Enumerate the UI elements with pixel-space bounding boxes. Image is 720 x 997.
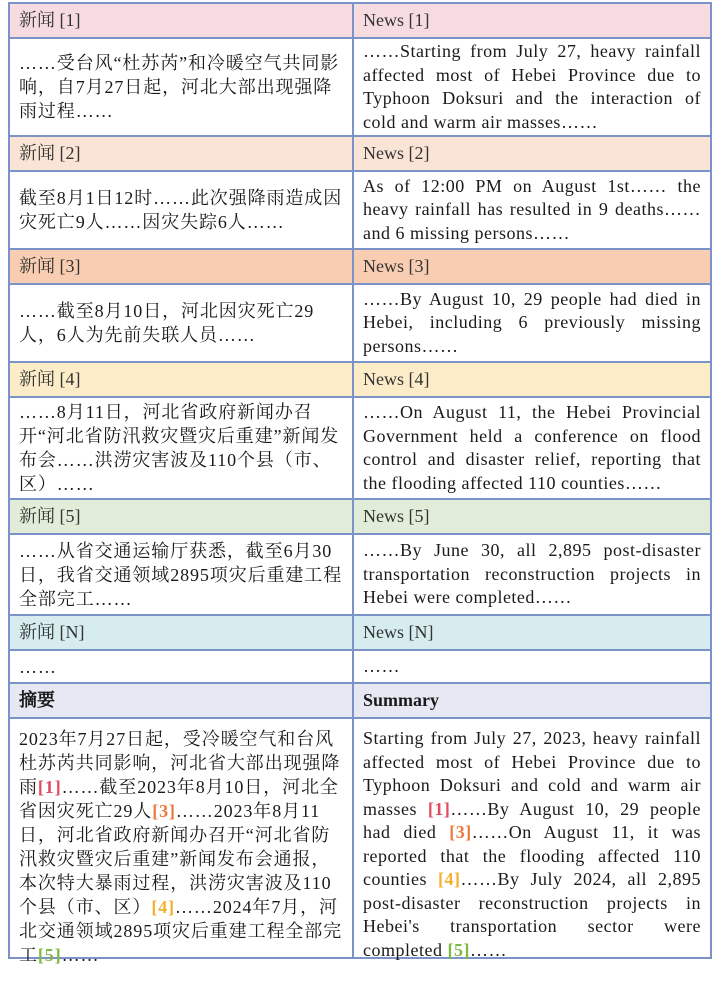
citation-1: [1] <box>427 798 451 819</box>
summary-zh-header: 摘要 <box>10 684 354 717</box>
news-n-zh-header: 新闻 [N] <box>10 616 354 649</box>
news-1-zh-text-content: ……受台风“杜苏芮”和冷暖空气共同影响，自7月27日起，河北大部出现强降雨过程…… <box>19 53 340 121</box>
news-3-en-text-content: ……By August 10, 29 people had died in Hebei, including 6 previously missing persons…… <box>363 288 701 356</box>
news-2-header-row <box>10 137 710 172</box>
summary-en-part: ……On August 11, it was reported that the flooding affected 110 counties <box>363 822 702 889</box>
news-n-en-text <box>354 651 710 682</box>
news-5-zh-text <box>10 535 354 614</box>
citation-3: [3] <box>449 822 472 842</box>
summary-zh-part: ……2024年7月，河北交通领域2895项灾后重建工程全部完工 <box>19 897 343 965</box>
summary-zh-part: ……2023年8月11日，河北省政府新闻办召开“河北省防汛救灾暨灾后重建”新闻发布会通报，本次特大暴雨过程，洪涝灾害波及110个县（市、区） <box>19 801 332 917</box>
summary-zh-part: 2023年7月27日起，受冷暖空气和台风杜苏芮共同影响，河北省大部出现强降雨 <box>19 729 341 797</box>
news-n-body-row <box>10 651 710 684</box>
summary-body-row <box>10 719 710 965</box>
news-5-en-text <box>354 535 710 614</box>
summary-en-text <box>354 719 710 960</box>
news-4-en-header: News [4] <box>363 369 430 389</box>
news-3-en-header: News [3] <box>363 256 430 276</box>
news-1-en-header: News [1] <box>363 10 430 30</box>
citation-1: [1] <box>37 777 62 797</box>
news-4-zh-header: 新闻 [4] <box>10 363 354 396</box>
citation-3: [3] <box>152 801 176 821</box>
news-n-zh-text <box>10 651 354 682</box>
news-n-zh-text-content: …… <box>19 656 57 677</box>
news-1-body-row <box>10 39 710 137</box>
news-3-en-text <box>354 285 710 361</box>
news-n-header-row <box>10 616 710 651</box>
news-1-en-text-content: ……Starting from July 27, heavy rainfall affected most of Hebei Province due to Typhoon Doksuri and the interaction of cold and warm air masses…… <box>363 41 701 132</box>
news-3-zh-text <box>10 285 354 361</box>
summary-zh-part: …… <box>61 945 100 965</box>
citation-5: [5] <box>447 939 470 960</box>
news-n-en-text-content: …… <box>363 655 400 676</box>
news-4-zh-text-content: ……8月11日，河北省政府新闻办召开“河北省防汛救灾暨灾后重建”新闻发布会……洪涝灾害波及110个县（市、区）…… <box>19 402 340 494</box>
news-3-body-row <box>10 285 710 363</box>
news-1-en-text <box>354 39 710 135</box>
news-1-header-row <box>10 4 710 39</box>
news-1-zh-text <box>10 39 354 135</box>
news-5-body-row <box>10 535 710 616</box>
news-summary-table <box>8 2 712 965</box>
summary-en-header: Summary <box>363 690 439 710</box>
summary-en-part: Starting from July 27, 2023, heavy rainfall affected most of Hebei Province due to Typhoon Doksuri and cold and warm air masses <box>363 728 701 819</box>
news-5-en-header: News [5] <box>363 506 430 526</box>
news-4-en-text <box>354 398 710 498</box>
news-2-body-row <box>10 172 710 250</box>
news-4-body-row <box>10 398 710 500</box>
summary-en-part: …… <box>469 939 507 960</box>
news-n-en-header: News [N] <box>363 622 434 642</box>
news-4-zh-text <box>10 398 354 498</box>
news-5-en-text-content: ……By June 30, all 2,895 post-disaster transportation reconstruction projects in Hebei were completed…… <box>363 540 701 608</box>
news-4-header-row <box>10 363 710 398</box>
citation-4: [4] <box>437 869 461 889</box>
news-3-zh-text-content: ……截至8月10日，河北因灾死亡29人，6人为先前失联人员…… <box>19 301 315 345</box>
summary-en-part: ……By July 2024, all 2,895 post-disaster reconstruction projects in Hebei's transportation sector were completed <box>363 869 701 960</box>
citation-5: [5] <box>37 945 62 965</box>
news-5-header-row <box>10 500 710 535</box>
news-5-zh-header: 新闻 [5] <box>10 500 354 533</box>
summary-zh-part: ……截至2023年8月10日，河北全省因灾死亡29人 <box>19 777 339 821</box>
news-4-en-text-content: ……On August 11, the Hebei Provincial Government held a conference on flood control and disaster relief, reporting that the flooding affected 110 counties…… <box>363 402 701 493</box>
news-2-en-text <box>354 172 710 248</box>
news-2-zh-text <box>10 172 354 248</box>
news-1-zh-header: 新闻 [1] <box>10 4 354 37</box>
citation-4: [4] <box>151 897 176 917</box>
news-3-header-row <box>10 250 710 285</box>
summary-en-part: ……By August 10, 29 people had died <box>363 798 702 842</box>
news-2-en-text-content: As of 12:00 PM on August 1st…… the heavy rainfall has resulted in 9 deaths…… and 6 missing persons…… <box>363 175 701 243</box>
news-2-zh-text-content: 截至8月1日12时……此次强降雨造成因灾死亡9人……因灾失踪6人…… <box>19 188 343 232</box>
news-2-en-header: News [2] <box>363 143 430 163</box>
summary-header-row <box>10 684 710 719</box>
news-3-zh-header: 新闻 [3] <box>10 250 354 283</box>
news-2-zh-header: 新闻 [2] <box>10 137 354 170</box>
summary-zh-text <box>10 719 354 965</box>
news-5-zh-text-content: ……从省交通运输厅获悉，截至6月30日，我省交通领域2895项灾后重建工程全部完工…… <box>19 540 343 609</box>
